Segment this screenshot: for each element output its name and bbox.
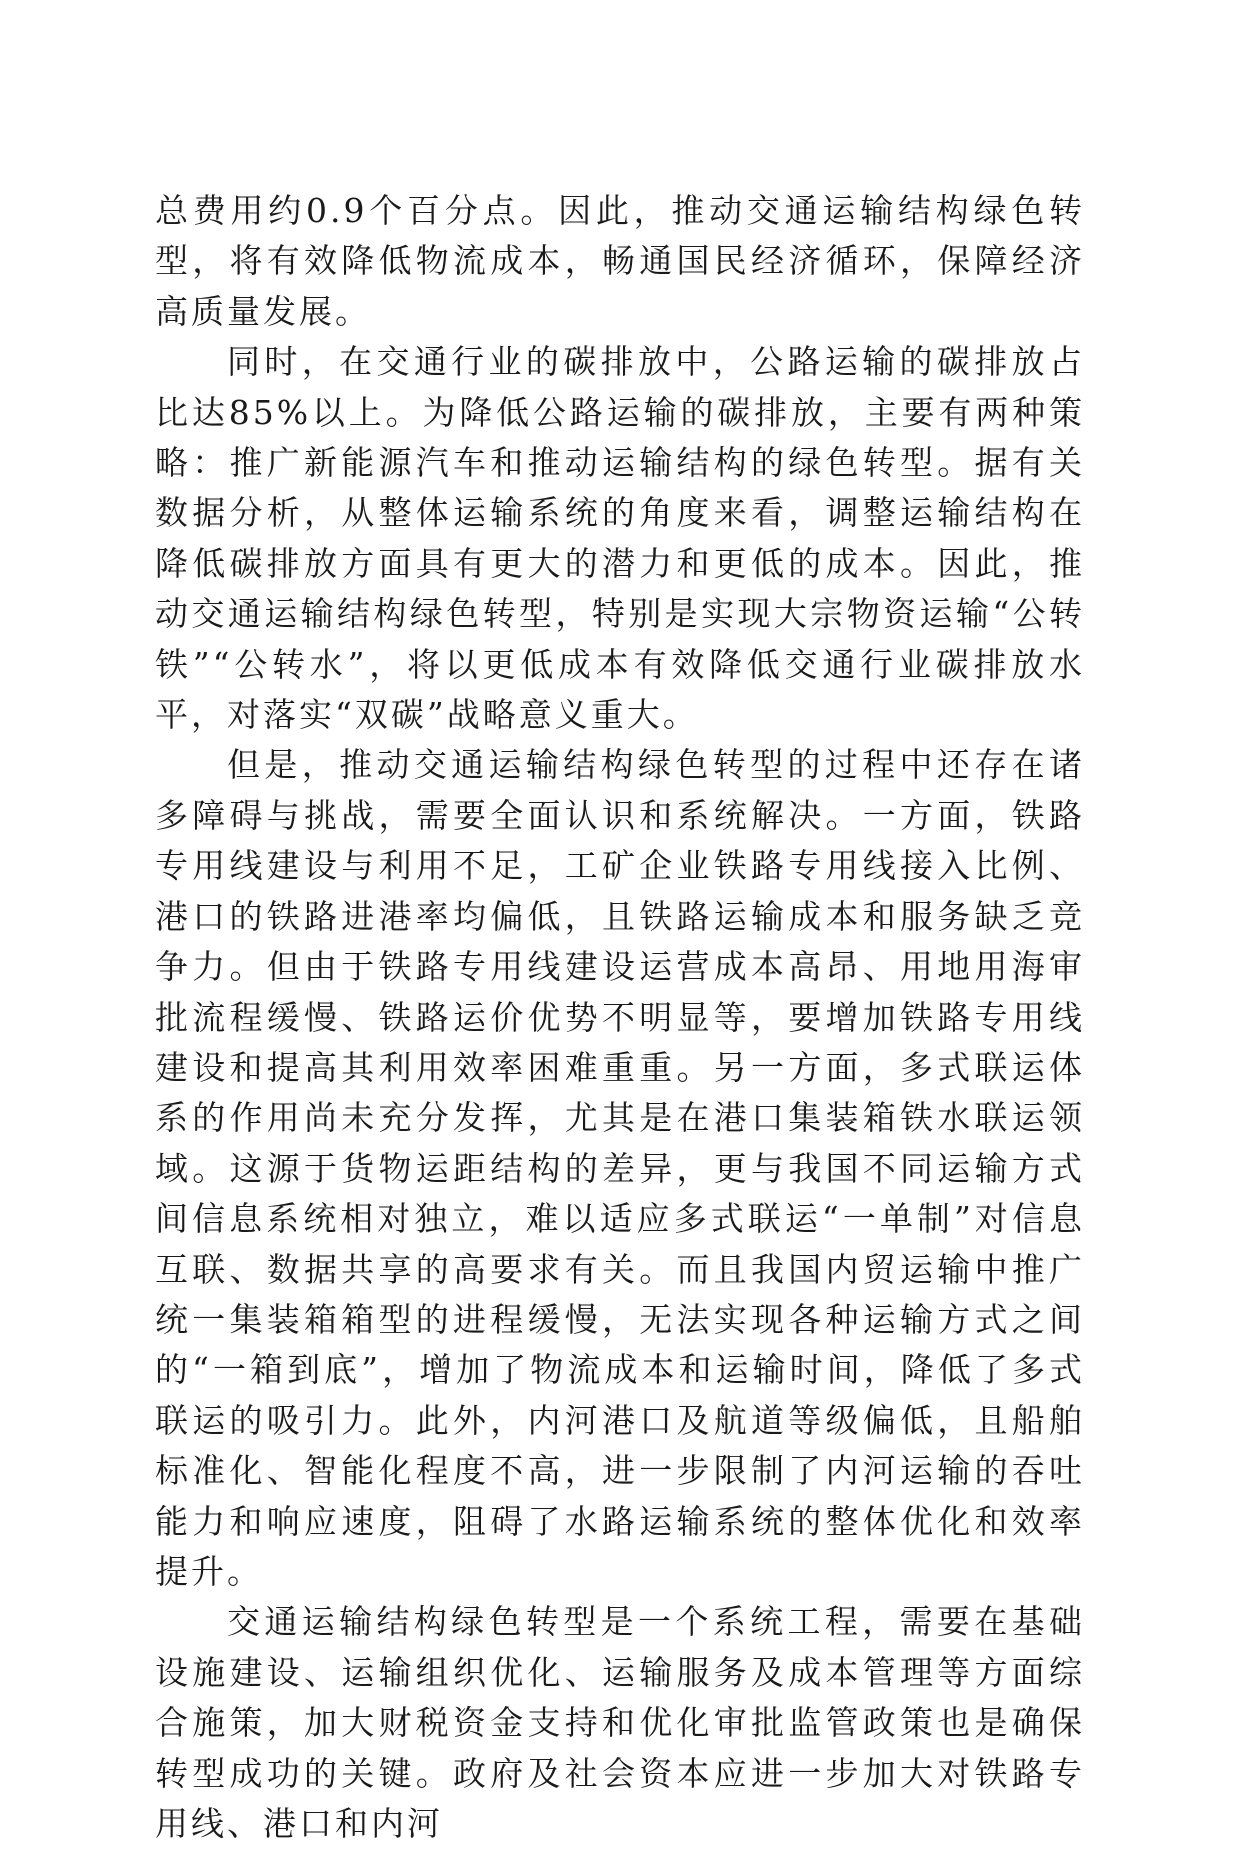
paragraph-2: 同时，在交通行业的碳排放中，公路运输的碳排放占比达85%以上。为降低公路运输的碳排放，主要有两种策略：推广新能源汽车和推动运输结构的绿色转型。据有关数据分析，从整体运输系统的角度来看，调整运输结构在降低碳排放方面具有更大的潜力和更低的成本。因此，推动交通运输结构绿色转型，特别是实现大宗物资运输“公转铁”“公转水”，将以更低成本有效降低交通行业碳排放水平，对落实“双碳”战略意义重大。 (155, 342, 1085, 735)
paragraph-3: 但是，推动交通运输结构绿色转型的过程中还存在诸多障碍与挑战，需要全面认识和系统解决。一方面，铁路专用线建设与利用不足，工矿企业铁路专用线接入比例、港口的铁路进港率均偏低，且铁路运输成本和服务缺乏竞争力。但由于铁路专用线建设运营成本高昂、用地用海审批流程缓慢、铁路运价优势不明显等，要增加铁路专用线建设和提高其利用效率困难重重。另一方面，多式联运体系的作用尚未充分发挥，尤其是在港口集装箱铁水联运领域。这源于货物运距结构的差异，更与我国不同运输方式间信息系统相对独立，难以适应多式联运“一单制”对信息互联、数据共享的高要求有关。而且我国内贸运输中推广统一集装箱箱型的进程缓慢，无法实现各种运输方式之间的“一箱到底”，增加了物流成本和运输时间，降低了多式联运的吸引力。此外，内河港口及航道等级偏低，且船舶标准化、智能化程度不高，进一步限制了内河运输的吞吐能力和响应速度，阻碍了水路运输系统的整体优化和效率提升。 (155, 745, 1085, 1591)
article-body (155, 186, 1085, 1849)
paragraph-1: 总费用约0.9个百分点。因此，推动交通运输结构绿色转型，将有效降低物流成本，畅通国民经济循环，保障经济高质量发展。 (155, 191, 1085, 331)
paragraph-4: 交通运输结构绿色转型是一个系统工程，需要在基础设施建设、运输组织优化、运输服务及成本管理等方面综合施策，加大财税资金支持和优化审批监管政策也是确保转型成功的关键。政府及社会资本应进一步加大对铁路专用线、港口和内河 (155, 1602, 1085, 1843)
